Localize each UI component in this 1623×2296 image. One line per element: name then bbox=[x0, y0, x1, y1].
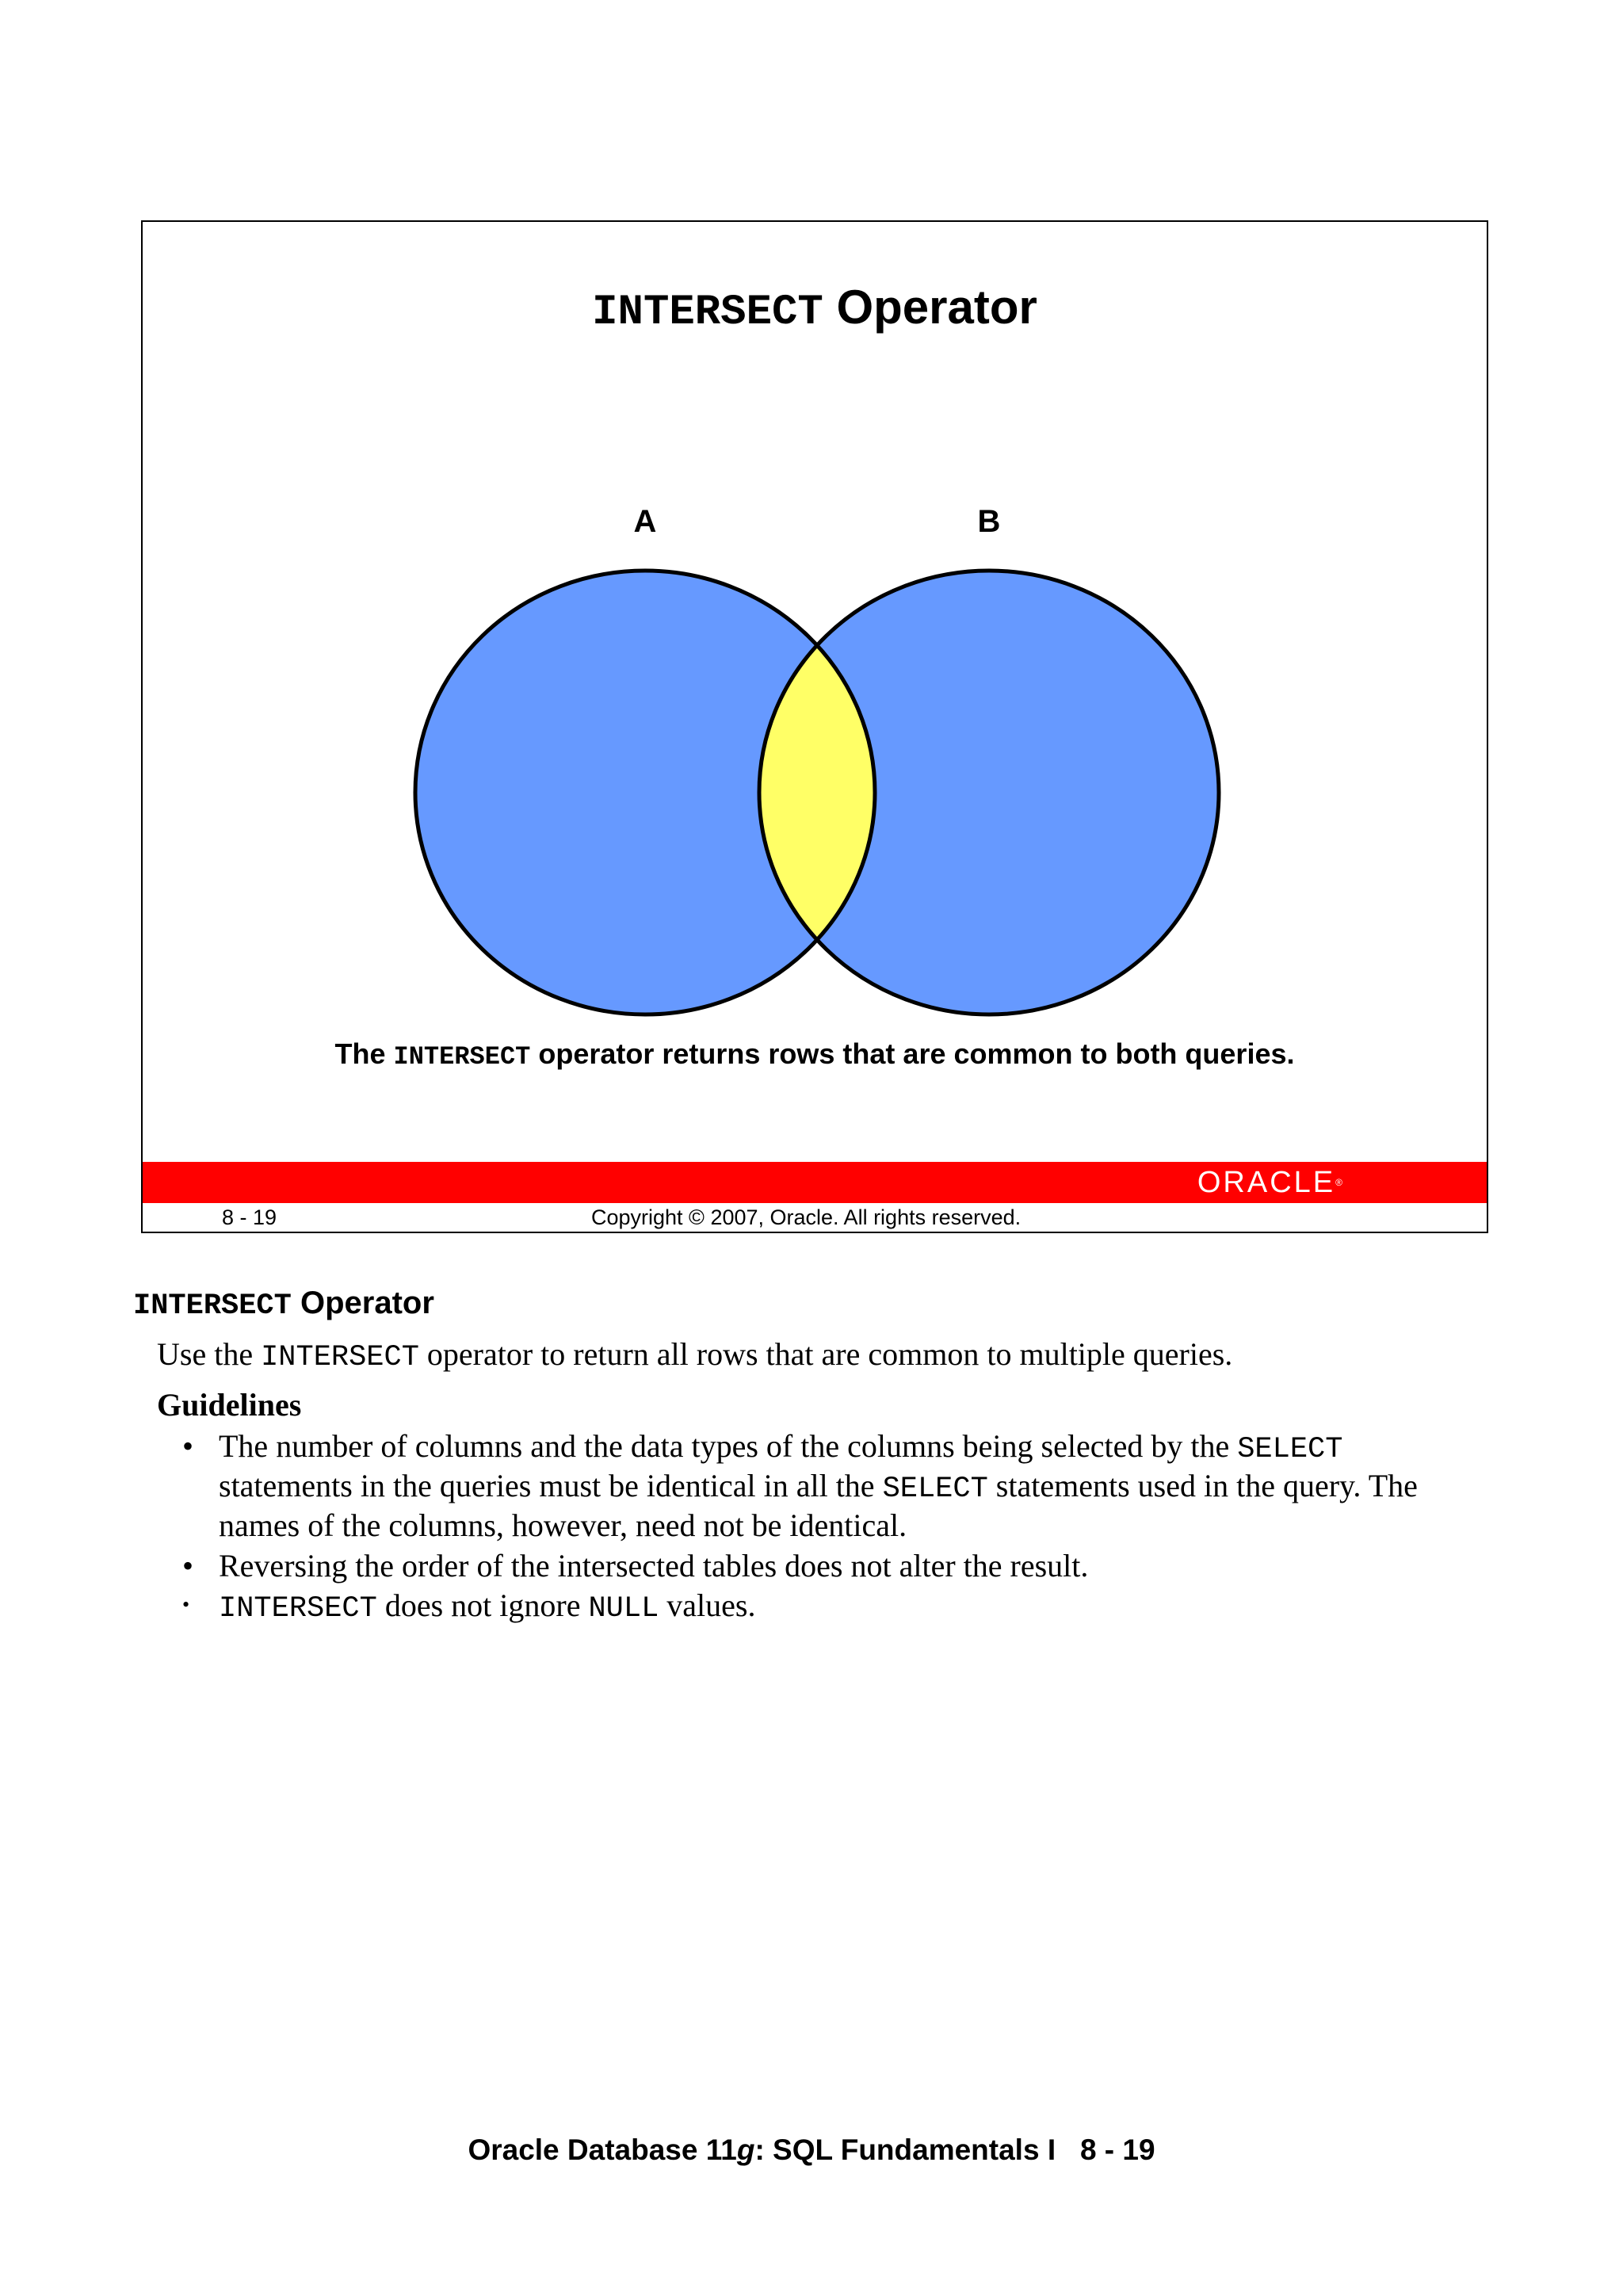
footer-italic: g bbox=[736, 2134, 755, 2166]
bullet1-line1-text: The number of columns and the data types of the columns being selected by the bbox=[219, 1428, 1238, 1464]
slide-title-code: INTERSECT bbox=[592, 288, 823, 337]
guidelines-heading: Guidelines bbox=[157, 1387, 302, 1423]
footer-post: : SQL Fundamentals I 8 - 19 bbox=[754, 2134, 1155, 2166]
caption-code: INTERSECT bbox=[393, 1042, 531, 1072]
slide-page-number: 8 - 19 bbox=[222, 1205, 277, 1229]
bullet1-line1-code: SELECT bbox=[1237, 1433, 1343, 1466]
bullet1-line2-post: statements used in the query. The bbox=[987, 1468, 1418, 1503]
bullet-marker: • bbox=[182, 1428, 194, 1464]
bullet3-code1: INTERSECT bbox=[219, 1592, 377, 1626]
slide-copyright: Copyright © 2007, Oracle. All rights reserved. bbox=[591, 1205, 1022, 1229]
set-a-label: A bbox=[633, 504, 657, 539]
caption-pre: The bbox=[334, 1037, 394, 1070]
oracle-logo bbox=[1197, 1167, 1342, 1198]
page-footer bbox=[0, 2135, 1623, 2164]
notes-heading-code: INTERSECT bbox=[133, 1289, 292, 1323]
intro-pre: Use the bbox=[157, 1336, 262, 1372]
slide-frame bbox=[141, 220, 1488, 1233]
bullet1-line2-text: statements in the queries must be identical in all the bbox=[219, 1468, 883, 1503]
set-b-label: B bbox=[977, 504, 1001, 539]
oracle-logo-mark: ® bbox=[1335, 1177, 1342, 1188]
notes-heading bbox=[133, 1287, 434, 1321]
intro-paragraph bbox=[157, 1336, 1233, 1374]
bullet3-code2: NULL bbox=[588, 1592, 659, 1626]
caption-post: operator returns rows that are common to both queries. bbox=[530, 1037, 1295, 1070]
intro-code: INTERSECT bbox=[261, 1341, 419, 1374]
bullet3-mid: does not ignore bbox=[376, 1587, 589, 1623]
bullet1-line2 bbox=[219, 1470, 1418, 1504]
bullet2-text: Reversing the order of the intersected tables does not alter the result. bbox=[219, 1548, 1089, 1584]
oracle-logo-text: ORACLE bbox=[1197, 1166, 1336, 1199]
bullet3-line bbox=[219, 1587, 756, 1626]
bullet1-line2-code: SELECT bbox=[882, 1473, 988, 1506]
footer-pre: Oracle Database 11 bbox=[468, 2134, 737, 2166]
notes-heading-text: Operator bbox=[291, 1286, 434, 1320]
bullet1-line3: names of the columns, however, need not be identical. bbox=[219, 1507, 907, 1543]
bullet1-line1 bbox=[219, 1428, 1343, 1466]
oracle-red-bar bbox=[143, 1162, 1487, 1203]
bullet-marker: • bbox=[182, 1593, 190, 1616]
slide-caption bbox=[143, 1037, 1487, 1072]
intro-post: operator to return all rows that are common to multiple queries. bbox=[418, 1336, 1233, 1372]
bullet-marker: • bbox=[182, 1548, 194, 1584]
bullet3-post: values. bbox=[659, 1587, 756, 1623]
slide-title-text: Operator bbox=[823, 281, 1037, 334]
venn-diagram bbox=[143, 222, 1487, 1157]
